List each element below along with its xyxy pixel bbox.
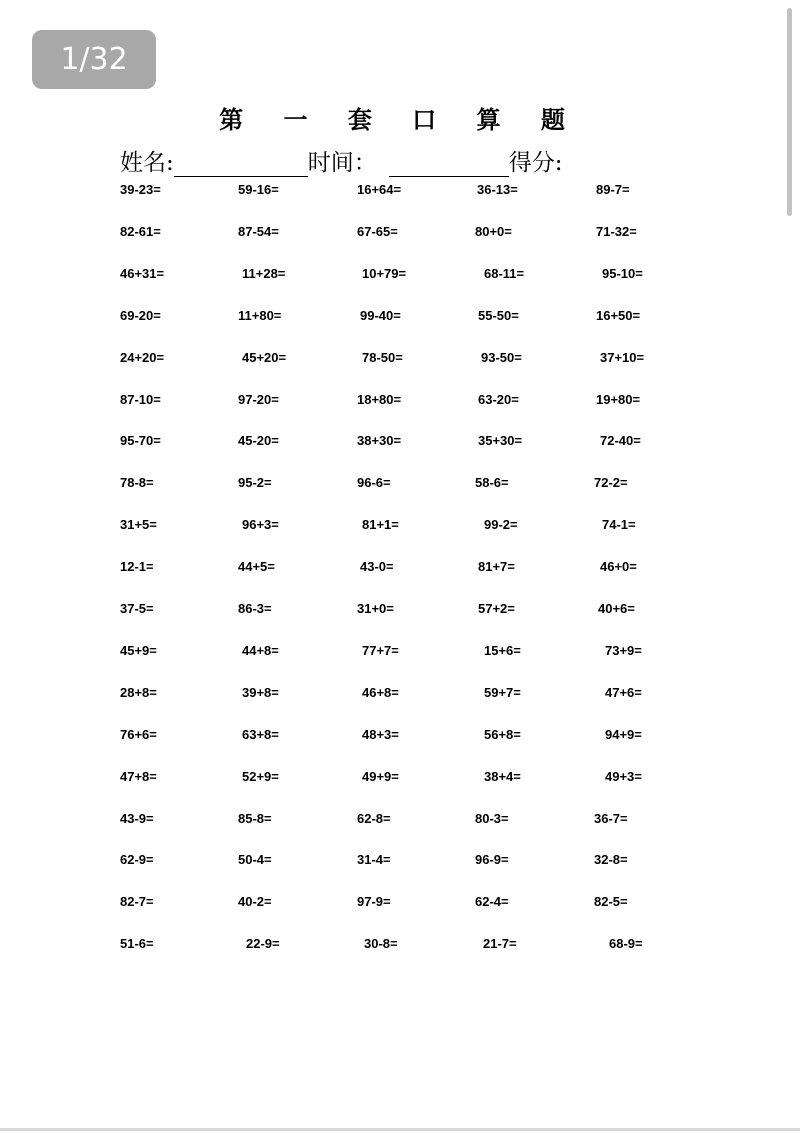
math-problem: 57+2= xyxy=(478,601,515,616)
name-blank xyxy=(174,152,308,177)
student-info-line xyxy=(120,144,563,177)
math-problem: 44+8= xyxy=(242,643,279,658)
math-problem: 47+8= xyxy=(120,769,157,784)
math-problem: 35+30= xyxy=(478,433,523,448)
math-problem: 48+3= xyxy=(362,727,399,742)
math-problem: 87-54= xyxy=(238,224,279,239)
math-problem: 12-1= xyxy=(120,559,154,574)
math-problem: 43-9= xyxy=(120,811,154,826)
math-problem: 10+79= xyxy=(362,266,407,281)
math-problem: 72-40= xyxy=(600,433,641,448)
math-problem: 80+0= xyxy=(475,224,512,239)
math-problem: 71-32= xyxy=(596,224,637,239)
math-problem: 69-20= xyxy=(120,308,161,323)
math-problem: 36-7= xyxy=(594,811,628,826)
math-problem: 40-2= xyxy=(238,894,272,909)
time-label: 时间： xyxy=(307,150,377,176)
math-problem: 99-40= xyxy=(360,308,401,323)
math-problem: 94+9= xyxy=(605,727,642,742)
math-problem: 95-2= xyxy=(238,475,272,490)
math-problem: 74-1= xyxy=(602,517,636,532)
math-problem: 46+8= xyxy=(362,685,399,700)
math-problem: 44+5= xyxy=(238,559,275,574)
math-problem: 63-20= xyxy=(478,392,519,407)
math-problem: 47+6= xyxy=(605,685,642,700)
math-problem: 99-2= xyxy=(484,517,518,532)
math-problem: 81+1= xyxy=(362,517,399,532)
math-problem: 31+0= xyxy=(357,601,394,616)
time-blank xyxy=(389,152,509,177)
math-problem: 85-8= xyxy=(238,811,272,826)
math-problem: 19+80= xyxy=(596,392,641,407)
math-problem: 37-5= xyxy=(120,601,154,616)
math-problem: 31-4= xyxy=(357,852,391,867)
math-problem: 95-70= xyxy=(120,433,161,448)
math-problem: 55-50= xyxy=(478,308,519,323)
math-problem: 49+9= xyxy=(362,769,399,784)
math-problem: 63+8= xyxy=(242,727,279,742)
math-problem: 82-61= xyxy=(120,224,161,239)
math-problem: 82-7= xyxy=(120,894,154,909)
math-problem: 96-6= xyxy=(357,475,391,490)
math-problem: 18+80= xyxy=(357,392,402,407)
math-problem: 93-50= xyxy=(481,350,522,365)
math-problem: 43-0= xyxy=(360,559,394,574)
math-problem: 96-9= xyxy=(475,852,509,867)
math-problem: 59+7= xyxy=(484,685,521,700)
math-problem: 11+28= xyxy=(242,266,286,281)
math-problem: 62-9= xyxy=(120,852,154,867)
math-problem: 40+6= xyxy=(598,601,635,616)
math-problem: 52+9= xyxy=(242,769,279,784)
math-problem: 87-10= xyxy=(120,392,161,407)
score-label: 得分: xyxy=(508,150,563,176)
math-problem: 39+8= xyxy=(242,685,279,700)
math-problem: 39-23= xyxy=(120,182,161,197)
math-problem: 46+31= xyxy=(120,266,165,281)
math-problem: 22-9= xyxy=(246,936,280,951)
math-problem: 21-7= xyxy=(483,936,517,951)
math-problem: 16+50= xyxy=(596,308,641,323)
page-indicator: 1/32 xyxy=(32,30,156,89)
math-problem: 72-2= xyxy=(594,475,628,490)
math-problem: 45+9= xyxy=(120,643,157,658)
math-problem: 59-16= xyxy=(238,182,279,197)
math-problem: 36-13= xyxy=(477,182,518,197)
math-problem: 68-11= xyxy=(484,266,525,281)
math-problem: 51-6= xyxy=(120,936,154,951)
math-problem: 38+30= xyxy=(357,433,402,448)
page-title: 第 一 套 口 算 题 xyxy=(219,105,581,134)
math-problem: 16+64= xyxy=(357,182,402,197)
math-problem: 95-10= xyxy=(602,266,643,281)
math-problem: 15+6= xyxy=(484,643,521,658)
math-problem: 67-65= xyxy=(357,224,398,239)
math-problem: 82-5= xyxy=(594,894,628,909)
math-problem: 24+20= xyxy=(120,350,165,365)
math-problem: 81+7= xyxy=(478,559,515,574)
math-problem: 97-20= xyxy=(238,392,279,407)
math-problem: 38+4= xyxy=(484,769,521,784)
math-problem: 58-6= xyxy=(475,475,509,490)
math-problem: 45-20= xyxy=(238,433,279,448)
math-problem: 80-3= xyxy=(475,811,509,826)
math-problem: 31+5= xyxy=(120,517,157,532)
page-bottom-divider xyxy=(0,1128,800,1131)
math-problem: 45+20= xyxy=(242,350,287,365)
math-problem: 49+3= xyxy=(605,769,642,784)
math-problem: 46+0= xyxy=(600,559,637,574)
math-problem: 68-9= xyxy=(609,936,643,951)
math-problem: 73+9= xyxy=(605,643,642,658)
math-problem: 28+8= xyxy=(120,685,157,700)
math-problem: 56+8= xyxy=(484,727,521,742)
name-label: 姓名: xyxy=(120,150,174,176)
math-problem: 37+10= xyxy=(600,350,645,365)
math-problem: 89-7= xyxy=(596,182,630,197)
math-problem: 76+6= xyxy=(120,727,157,742)
math-problem: 50-4= xyxy=(238,852,272,867)
math-problem: 78-8= xyxy=(120,475,154,490)
math-problem: 32-8= xyxy=(594,852,628,867)
math-problem: 62-4= xyxy=(475,894,509,909)
math-problem: 86-3= xyxy=(238,601,272,616)
math-problem: 11+80= xyxy=(238,308,282,323)
math-problem: 62-8= xyxy=(357,811,391,826)
math-problem: 30-8= xyxy=(364,936,398,951)
math-problem: 96+3= xyxy=(242,517,279,532)
math-problem: 97-9= xyxy=(357,894,391,909)
math-problem: 78-50= xyxy=(362,350,403,365)
math-problem: 77+7= xyxy=(362,643,399,658)
